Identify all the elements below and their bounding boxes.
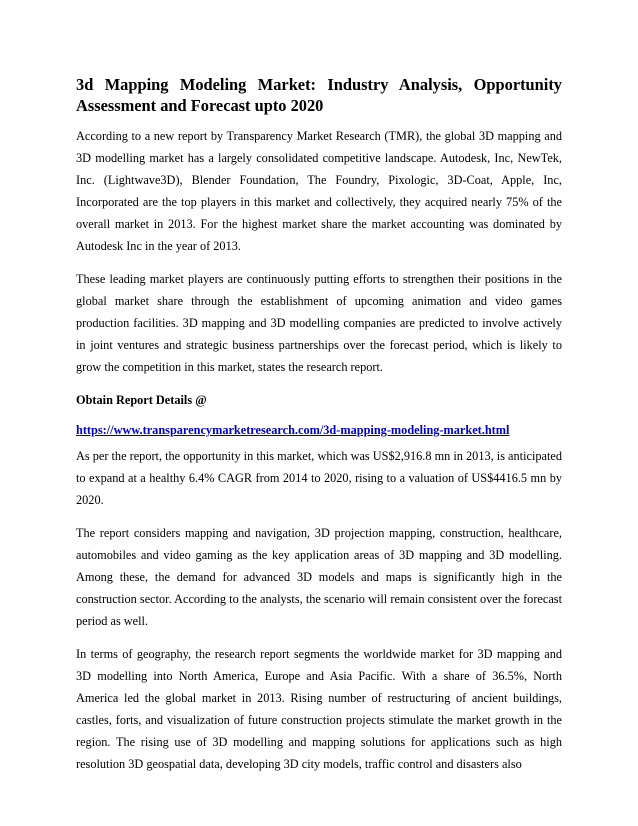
report-details-link[interactable]: https://www.transparencymarketresearch.com/3d-mapping-modeling-market.html (76, 423, 510, 437)
paragraph-application-areas: The report considers mapping and navigation, 3D projection mapping, construction, healthcare, automobiles and video gaming as the key application areas of 3D mapping and 3D modelling. Among these, the demand for advanced 3D models and maps is significantly high in the construction sector. According to the analysts, the scenario will remain consistent over the forecast period as well. (76, 526, 562, 628)
report-details-label: Obtain Report Details @ (76, 393, 207, 407)
document-title: 3d Mapping Modeling Market: Industry Analysis, Opportunity Assessment and Forecast upto 2020 (76, 75, 562, 115)
paragraph-competitive-landscape: According to a new report by Transparency Market Research (TMR), the global 3D mapping and 3D modelling market has a largely consolidated competitive landscape. Autodesk, Inc, NewTek, Inc. (Lightwave3D), Blender Foundation, The Foundry, Pixologic, 3D-Coat, Apple, Inc, Incorporated are the top players in this market and collectively, they acquired nearly 75% of the overall market in 2013. For the highest market share the market accounting was dominated by Autodesk Inc in the year of 2013. (76, 129, 562, 253)
document-page (76, 74, 562, 786)
paragraph-market-opportunity: As per the report, the opportunity in this market, which was US$2,916.8 mn in 2013, is anticipated to expand at a healthy 6.4% CAGR from 2014 to 2020, rising to a valuation of US$4416.5 mn by 2020. (76, 449, 562, 507)
paragraph-market-players: These leading market players are continuously putting efforts to strengthen their positions in the global market share through the establishment of upcoming animation and video games production facilities. 3D mapping and 3D modelling companies are predicted to involve actively in joint ventures and strategic business partnerships over the forecast period, which is likely to grow the competition in this market, states the research report. (76, 272, 562, 374)
paragraph-geography: In terms of geography, the research report segments the worldwide market for 3D mapping and 3D modelling into North America, Europe and Asia Pacific. With a share of 36.5%, North America led the global market in 2013. Rising number of restructuring of ancient buildings, castles, forts, and visualization of future construction projects stimulate the market growth in the region. The rising use of 3D modelling and mapping solutions for applications such as high resolution 3D geospatial data, developing 3D city models, traffic control and disasters also (76, 647, 562, 771)
